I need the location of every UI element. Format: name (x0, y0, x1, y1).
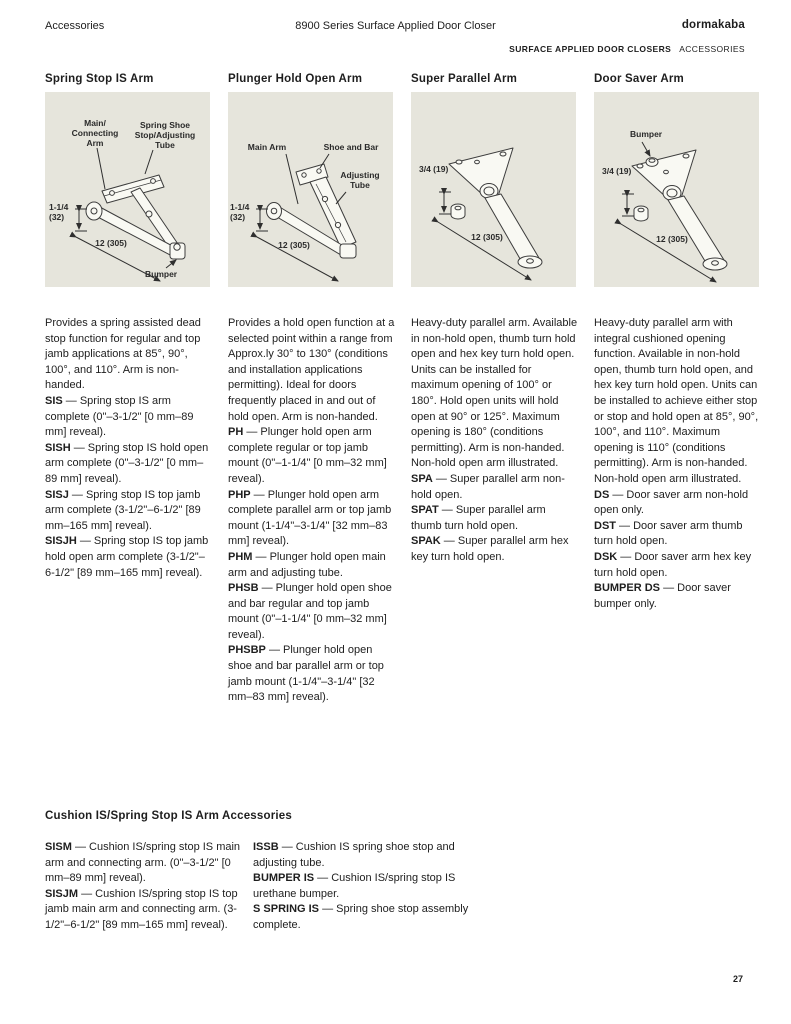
column-title: Super Parallel Arm (411, 73, 518, 85)
text-entry: SISJM — Cushion IS/spring stop IS top jamb main arm and connecting arm. (3-1/2"–6-1/2" [89 mm–165 mm] reveal). (45, 887, 238, 931)
label-dim-12-305: 12 (305) (471, 232, 503, 242)
column-title: Spring Stop IS Arm (45, 73, 154, 85)
text-entry: Provides a spring assisted dead stop function for regular and top jamb applications at 85°, 90°, 100°, and 110°. Arm is non-handed. (45, 317, 201, 392)
header-section-label: Accessories (45, 20, 105, 32)
label-dim-3-4: 3/4 (19) (419, 164, 449, 174)
spring-stop-is-arm-diagram (45, 92, 210, 287)
column-spring-stop-is-arm (45, 73, 210, 706)
text-entry: PHM — Plunger hold open main arm and adjusting tube. (228, 550, 386, 579)
door-saver-arm-diagram (594, 92, 759, 287)
label-dim-12-305: 12 (305) (95, 238, 127, 248)
label-dim-12-305: 12 (305) (278, 240, 310, 250)
column-text (411, 316, 579, 566)
text-entry: SISJ — Spring stop IS top jamb arm complete (3-1/2"–6-1/2" [89 mm–165 mm] reveal). (45, 488, 201, 532)
label-main-arm: Main Arm (247, 142, 287, 152)
text-entry: DS — Door saver arm non-hold open only. (594, 488, 749, 517)
text-entry: S SPRING IS — Spring shoe stop assembly complete. (253, 903, 469, 931)
breadcrumb-category: SURFACE APPLIED DOOR CLOSERS (509, 44, 672, 54)
column-plunger-hold-open-arm (228, 73, 393, 706)
text-entry: ISSB — Cushion IS spring shoe stop and adjusting tube. (253, 841, 455, 869)
column-title: Plunger Hold Open Arm (228, 73, 363, 85)
accessories-right-column (253, 840, 483, 934)
text-entry: DSK — Door saver arm hex key turn hold open. (594, 550, 752, 579)
arm-illustration (594, 92, 759, 287)
label-dim-1-1-4: 1-1/4 (32) (230, 202, 250, 222)
text-entry: PHP — Plunger hold open arm complete parallel arm or top jamb mount (1-1/4"–3-1/4" [32 mm–83 mm] reveal). (228, 488, 392, 548)
text-entry: SPAK — Super parallel arm hex key turn hold open. (411, 535, 569, 563)
text-entry: BUMPER IS — Cushion IS/spring stop IS urethane bumper. (253, 872, 456, 900)
arm-illustration (411, 92, 576, 287)
label-adjusting-tube: Adjusting Tube (340, 170, 380, 190)
text-entry: PHSBP — Plunger hold open shoe and bar parallel arm or top jamb mount (1-1/4"–3-1/4" [32 mm–83 mm] reveal). (228, 644, 384, 704)
text-entry: DST — Door saver arm thumb turn hold open. (594, 519, 743, 548)
column-door-saver-arm (594, 73, 759, 706)
product-columns (45, 73, 759, 706)
super-parallel-arm-diagram (411, 92, 576, 287)
text-entry: PHSB — Plunger hold open shoe and bar regular and top jamb mount (0"–1-1/4" [0 mm–32 mm] reveal). (228, 582, 392, 641)
label-dim-12-305: 12 (305) (656, 234, 688, 244)
text-entry: BUMPER DS — Door saver bumper only. (594, 582, 731, 610)
text-entry: Provides a hold open function at a selected point within a range from Approx.ly 30° to 130° (conditions and installation applications permitting). Ideal for doors frequently placed in and out of hold open. Arm is non-handed. (228, 317, 395, 423)
label-bumper: Bumper (145, 269, 178, 279)
label-main-connecting-arm: Main/ Connecting Arm (71, 118, 119, 148)
label-spring-shoe-stop: Spring Shoe Stop/Adjusting Tube (134, 120, 196, 150)
text-entry: SPAT — Super parallel arm thumb turn hold open. (411, 504, 546, 532)
dormakaba-logo: dormakaba (681, 19, 745, 31)
page-number: 27 (732, 974, 743, 984)
column-super-parallel-arm (411, 73, 576, 706)
column-text (228, 316, 396, 706)
text-entry: Heavy-duty parallel arm. Available in non-hold open, thumb turn hold open and hex key turn hold open. Units can be installed for maximum opening of 100° or 180°. Hold open units will hold open at 90° or 125°. Maximum opening is 180° (conditions permitting). Arm is non-handed. Non-hold open arm illustrated. (411, 317, 578, 470)
text-entry: SISJH — Spring stop IS top jamb hold open arm complete (3-1/2"–6-1/2" [89 mm–165 mm] reveal). (45, 535, 209, 579)
plunger-hold-open-arm-diagram (228, 92, 393, 287)
label-dim-1-1-4: 1-1/4 (32) (49, 202, 69, 222)
breadcrumb (509, 44, 745, 54)
label-bumper: Bumper (630, 129, 663, 139)
accessories-columns (45, 840, 745, 934)
cushion-accessories-section (45, 810, 745, 934)
column-text (45, 316, 213, 581)
text-entry: SISH — Spring stop IS hold open arm complete (0"–3-1/2" [0 mm–89 mm] reveal). (45, 441, 209, 485)
breadcrumb-subcategory: ACCESSORIES (679, 44, 745, 54)
label-shoe-and-bar: Shoe and Bar (323, 142, 379, 152)
column-title: Door Saver Arm (594, 73, 684, 85)
text-entry: Heavy-duty parallel arm with integral cushioned opening function. Available in non-hold open, thumb turn hold open, and hex key turn hold open. Units can be installed to achieve either stop or stop and hold open at 85°, 90°, 100°, and 110°. Maximum opening is 110° (conditions permitting). Arm is non-handed. Non-hold open arm illustrated. (594, 317, 759, 485)
text-entry: PH — Plunger hold open arm complete regular or top jamb mount (0"–1-1/4" [0 mm–32 mm] reveal). (228, 426, 387, 485)
text-entry: SISM — Cushion IS/spring stop IS main arm and connecting arm. (0"–3-1/2" [0 mm–89 mm] reveal). (45, 841, 241, 885)
page-title: 8900 Series Surface Applied Door Closer (295, 20, 496, 32)
accessories-left-column (45, 840, 253, 934)
text-entry: SIS — Spring stop IS arm complete (0"–3-1/2" [0 mm–89 mm] reveal). (45, 394, 194, 439)
column-text (594, 316, 762, 612)
text-entry: SPA — Super parallel arm non-hold open. (411, 472, 565, 501)
label-dim-3-4: 3/4 (19) (602, 166, 632, 176)
accessories-heading: Cushion IS/Spring Stop IS Arm Accessories (45, 810, 292, 822)
